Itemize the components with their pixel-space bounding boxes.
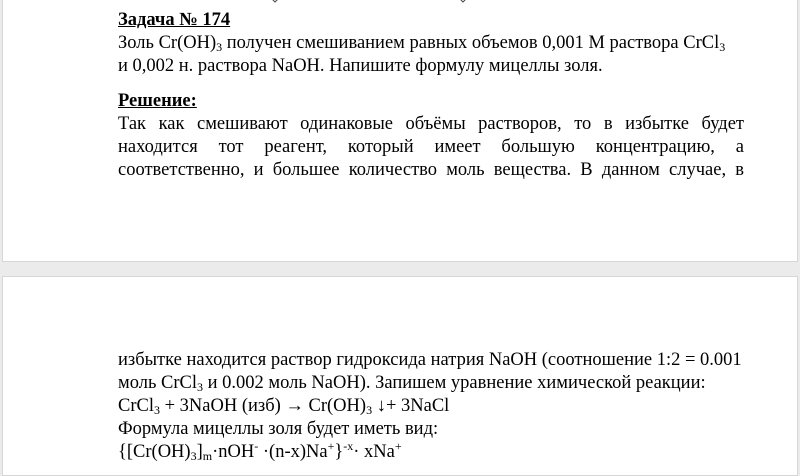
page-2-text <box>118 349 744 464</box>
page-1-text <box>118 9 744 182</box>
solution-line-4: избытке находится раствор гидроксида натрия NaOH (соотношение 1:2 = 0.001 <box>118 350 742 370</box>
solution-line-3: соответственно, и большее количество моль вещества. В данном случае, в <box>118 160 744 180</box>
solution-line-2: находится тот реагент, который имеет большую концентрацию, а <box>118 137 744 157</box>
chevron-down-icon <box>267 0 283 5</box>
reaction-equation: CrCl$_3$ + 3NaOH $(изб) \to Cr(OH)_3$ ↓+ 3NaCl <box>118 396 450 417</box>
document-page-2 <box>2 276 798 476</box>
solution-line-1: Так как смешивают одинаковые объёмы растворов, то в избытке будет <box>118 114 744 134</box>
micelle-formula: $\{[Cr(OH)_3]_m\cdot nOH^- \cdot(n-x)Na^+\}^{-x}\cdot xNa^+$ <box>118 439 402 463</box>
solution-line-5: моль CrCl$_3$ и 0.002 моль NaOH). Запишем уравнение химической реакции: <box>118 373 706 394</box>
problem-line-1: Золь $Cr(OH)_3$ получен смешиванием равных объемов 0,001 М раствора CrCl$_3$ <box>118 33 726 54</box>
problem-heading: Задача № 174 <box>118 10 231 30</box>
document-page-1 <box>2 0 798 262</box>
solution-line-7: Формула мицеллы золя будет иметь вид: <box>118 419 439 439</box>
problem-line-2: и 0,002 н. раствора NaOH. Напишите формулу мицеллы золя. <box>118 56 603 76</box>
solution-heading: Решение: <box>118 91 197 111</box>
chevron-down-icon <box>455 0 471 5</box>
